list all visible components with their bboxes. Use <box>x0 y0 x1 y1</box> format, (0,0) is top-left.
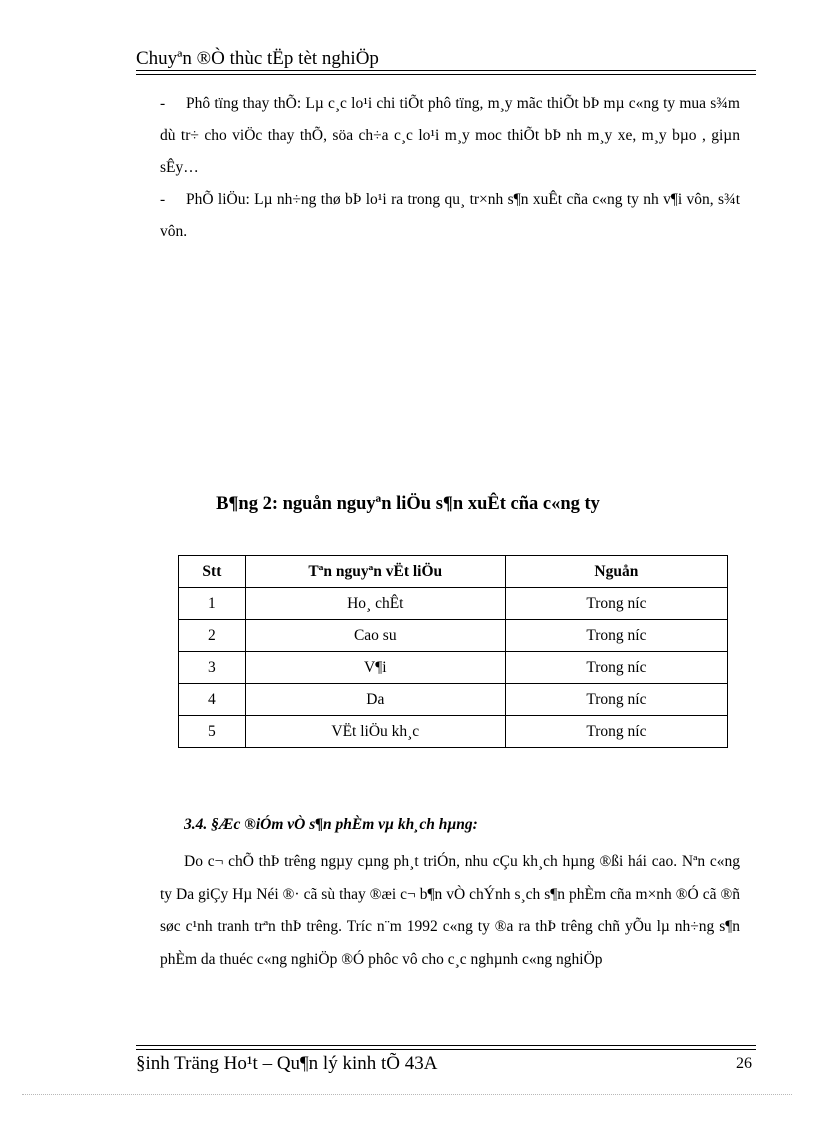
header-source: Nguån <box>505 556 727 588</box>
cell-stt: 5 <box>179 716 246 748</box>
cell-source: Trong níc <box>505 652 727 684</box>
paragraph-text: PhÕ liÖu: Lµ nh÷ng thø bÞ lo¹i ra trong qu¸ tr×nh s¶n xuÊt cña c«ng ty nh v¶i vôn, s¾t vôn. <box>160 191 740 240</box>
section-paragraph <box>160 846 740 976</box>
cell-material: V¶i <box>245 652 505 684</box>
table-row <box>179 588 728 620</box>
cell-material: Ho¸ chÊt <box>245 588 505 620</box>
cell-material: Da <box>245 684 505 716</box>
paragraph <box>160 88 740 184</box>
table-row <box>179 652 728 684</box>
cell-source: Trong níc <box>505 588 727 620</box>
table-row <box>179 684 728 716</box>
cell-source: Trong níc <box>505 620 727 652</box>
table-row <box>179 716 728 748</box>
bullet-dash: - <box>160 191 166 208</box>
bullet-dash: - <box>160 95 166 112</box>
page-header-title: Chuyªn ®Ò thùc tËp tèt nghiÖp <box>136 48 379 69</box>
body-paragraph-1 <box>160 88 740 184</box>
cell-stt: 2 <box>179 620 246 652</box>
table-caption: B¶ng 2: nguån nguyªn liÖu s¶n xuÊt cña c«ng ty <box>216 494 600 514</box>
cell-material: VËt liÖu kh¸c <box>245 716 505 748</box>
section-heading: 3.4. §Æc ®iÓm vÒ s¶n phÈm vµ kh¸ch hµng: <box>184 816 478 833</box>
cell-stt: 3 <box>179 652 246 684</box>
footer-double-rule <box>136 1045 756 1050</box>
paragraph <box>160 184 740 248</box>
section-paragraph-text: Do c¬ chÕ thÞ trêng ngµy cµng ph¸t triÓn, nhu cÇu kh¸ch hµng ®ßi hái cao. Nªn c«ng ty Da giÇy Hµ Néi ®· cã sù thay ®æi c¬ b¶n vÒ chÝnh s¸ch s¶n phÈm cña m×nh ®Ó cã ®ñ søc c¹nh tranh trªn thÞ trêng. Tríc n¨m 1992 c«ng ty ®a ra thÞ trêng chñ yÕu lµ nh÷ng s¶n phÈm da thuéc c«ng nghiÖp ®Ó phôc vô cho c¸c nghµnh c«ng nghiÖp <box>160 853 740 968</box>
header-material-name: Tªn nguyªn vËt liÖu <box>245 556 505 588</box>
page-number: 26 <box>736 1055 752 1072</box>
paragraph-text: Phô tïng thay thÕ: Lµ c¸c lo¹i chi tiÕt phô tïng, m¸y mãc thiÕt bÞ mµ c«ng ty mua s¾m dù tr÷ cho viÖc thay thÕ, söa ch÷a c¸c lo¹i m¸y moc thiÕt bÞ nh m¸y xe, m¸y bµo , giµn sÊy… <box>160 95 740 176</box>
cell-stt: 4 <box>179 684 246 716</box>
cell-source: Trong níc <box>505 716 727 748</box>
body-paragraph-2 <box>160 184 740 248</box>
materials-table <box>178 555 728 748</box>
footer-author: §inh Träng Ho¹t – Qu¶n lý kinh tÕ 43A <box>136 1053 438 1074</box>
cell-source: Trong níc <box>505 684 727 716</box>
table-header-row <box>179 556 728 588</box>
cell-material: Cao su <box>245 620 505 652</box>
header-double-rule <box>136 70 756 75</box>
page-bottom-dotted-border <box>22 1094 792 1095</box>
cell-stt: 1 <box>179 588 246 620</box>
table-row <box>179 620 728 652</box>
header-stt: Stt <box>179 556 246 588</box>
